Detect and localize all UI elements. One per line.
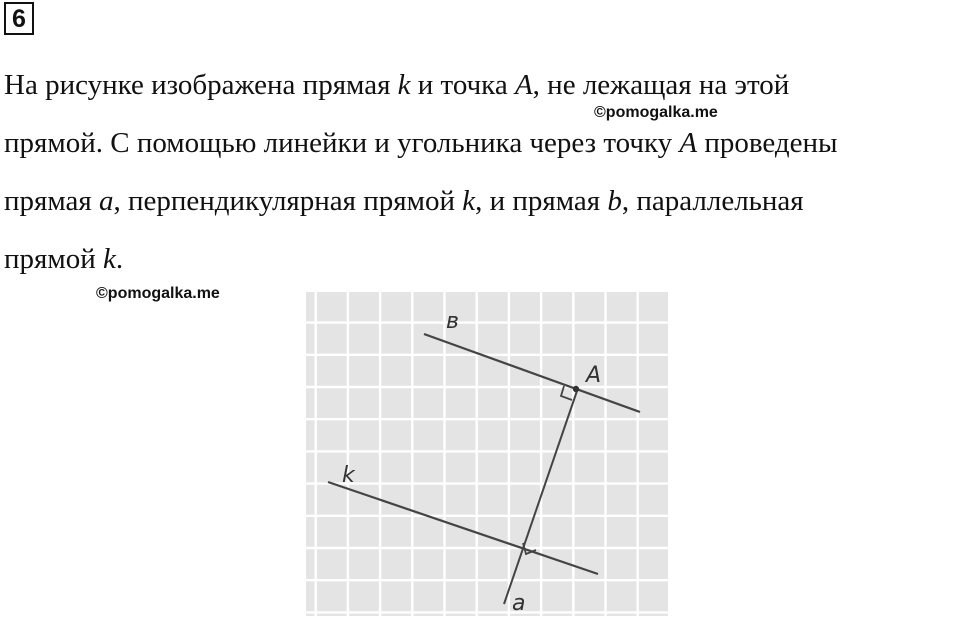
point-A	[573, 386, 579, 392]
label-A: A	[586, 363, 602, 388]
label-b: в	[446, 309, 459, 334]
geometry-figure	[306, 292, 668, 616]
task-number-badge: 6	[4, 2, 34, 35]
watermark-top: ©pomogalka.me	[594, 104, 718, 121]
var-k: k	[462, 185, 476, 217]
var-A: A	[679, 127, 698, 159]
label-k: k	[342, 463, 355, 488]
label-a: a	[512, 591, 526, 616]
text-line-4: прямой k.	[4, 243, 124, 275]
problem-text	[4, 56, 959, 288]
var-k: k	[397, 69, 411, 101]
text-line-1: На рисунке изображена прямая k и точка A, не лежащая на этой	[4, 69, 790, 101]
text-line-2: прямой. С помощью линейки и угольника через точку A проведены	[4, 127, 838, 159]
var-A: A	[514, 69, 533, 101]
var-a: a	[98, 185, 114, 217]
text-line-3: прямая a, перпендикулярная прямой k, и прямая b, параллельная	[4, 185, 804, 217]
grid-paper-background	[306, 292, 668, 616]
var-k: k	[102, 243, 116, 275]
var-b: b	[607, 185, 622, 217]
watermark-left: ©pomogalka.me	[96, 285, 220, 302]
grid-paper-drawing	[306, 292, 668, 616]
